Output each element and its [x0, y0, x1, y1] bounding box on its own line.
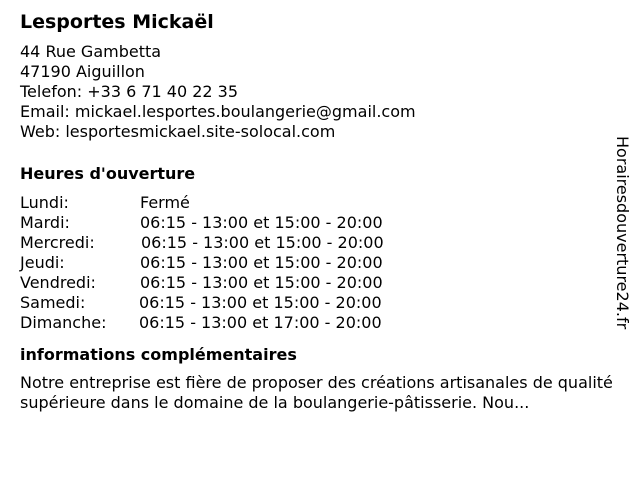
address-city: 47190 Aiguillon — [20, 62, 145, 81]
web-line: Web: lesportesmickael.site-solocal.com — [20, 122, 336, 141]
email-line: Email: mickael.lesportes.boulangerie@gmail.com — [20, 102, 416, 121]
hours-day: Vendredi: — [20, 273, 96, 292]
hours-heading: Heures d'ouverture — [20, 164, 196, 183]
phone-line: Telefon: +33 6 71 40 22 35 — [20, 82, 239, 101]
hours-time: Fermé — [140, 193, 190, 212]
hours-row-jeudi — [20, 253, 620, 273]
hours-day: Mardi: — [20, 213, 70, 232]
hours-row-dimanche — [20, 313, 620, 333]
business-name: Lesportes Mickaël — [20, 11, 214, 33]
hours-row-mardi — [20, 213, 620, 233]
hours-row-lundi — [20, 193, 620, 213]
hours-time: 06:15 - 13:00 et 15:00 - 20:00 — [139, 293, 382, 312]
hours-time: 06:15 - 13:00 et 15:00 - 20:00 — [141, 233, 384, 252]
hours-time: 06:15 - 13:00 et 17:00 - 20:00 — [139, 313, 382, 332]
hours-time: 06:15 - 13:00 et 15:00 - 20:00 — [140, 253, 383, 272]
hours-row-samedi — [20, 293, 620, 313]
site-watermark: Horairesdouverture24.fr — [613, 136, 632, 330]
hours-time: 06:15 - 13:00 et 15:00 - 20:00 — [140, 213, 383, 232]
hours-time: 06:15 - 13:00 et 15:00 - 20:00 — [140, 273, 383, 292]
hours-day: Dimanche: — [20, 313, 107, 332]
hours-row-mercredi — [20, 233, 620, 253]
hours-day: Mercredi: — [20, 233, 95, 252]
business-card — [20, 10, 620, 413]
address-street: 44 Rue Gambetta — [20, 42, 162, 61]
hours-row-vendredi — [20, 273, 620, 293]
info-text: Notre entreprise est fière de proposer des créations artisanales de qualité supérieure dans le domaine de la boulangerie-pâtisserie. Nou... — [20, 373, 613, 412]
hours-day: Jeudi: — [20, 253, 65, 272]
hours-day: Lundi: — [20, 193, 69, 212]
info-heading: informations complémentaires — [20, 345, 297, 364]
hours-table — [20, 193, 620, 333]
hours-day: Samedi: — [20, 293, 86, 312]
